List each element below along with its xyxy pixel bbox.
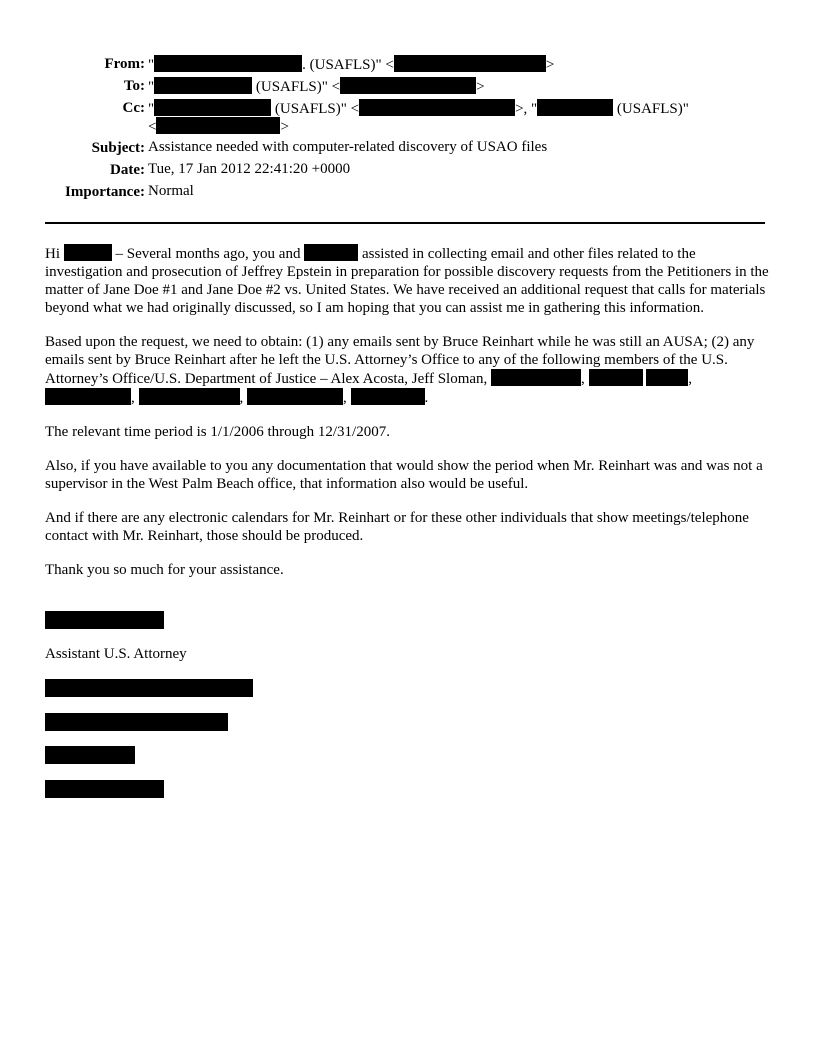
signature-line-redaction	[45, 780, 164, 800]
redaction	[247, 388, 343, 405]
redaction	[156, 117, 280, 134]
redaction	[45, 611, 164, 629]
from-mid-text: . (USAFLS)" <	[302, 57, 394, 73]
text: ,	[581, 371, 589, 387]
paragraph-thanks: Thank you so much for your assistance.	[45, 562, 284, 578]
redaction	[359, 99, 515, 116]
subject-value: Assistance needed with computer-related discovery of USAO files	[148, 139, 548, 155]
to-value	[148, 77, 485, 96]
redaction	[45, 388, 131, 405]
cc-end-text: >	[280, 119, 289, 135]
redaction	[139, 388, 240, 405]
redaction	[394, 55, 546, 72]
text: – Several months ago, you and	[111, 246, 305, 262]
from-value	[148, 55, 554, 74]
text: ,	[688, 371, 693, 387]
quote: "	[148, 79, 155, 95]
to-mid-text: (USAFLS)" <	[252, 79, 341, 95]
paragraph-time-period: The relevant time period is 1/1/2006 through 12/31/2007.	[45, 424, 390, 440]
cc-open-text: <	[148, 119, 157, 135]
email-body	[45, 244, 773, 595]
paragraph-intro	[45, 244, 773, 317]
text: assisted in collecting email and other files related to the investigation and prosecution of Jeffrey Epstein in preparation for possible discovery requests from the Petitioners in the matter of Jane Doe #1 and Jane Doe #2 vs. United States. We have received an additional request that calls for materials beyond what we had originally discussed, so I am hoping that you can assist me in gathering this information.	[45, 246, 769, 316]
cc-label: Cc:	[122, 100, 145, 116]
redaction	[154, 77, 252, 94]
text: Based upon the request, we need to obtain: (1) any emails sent by Bruce Reinhart while he was still an AUSA; (2) any emails sent by Bruce Reinhart after he left the U.S. Attorney’s Office to any of the following members of the U.S. Attorney’s Office/U.S. Department of Justice – Alex Acosta, Jeff Sloman,	[45, 334, 755, 387]
cc-mid-text: (USAFLS)" <	[271, 101, 360, 117]
redaction	[646, 369, 688, 386]
redaction	[304, 244, 358, 261]
redaction	[491, 369, 581, 386]
text: ,	[343, 390, 351, 406]
paragraph-documentation: Also, if you have available to you any documentation that would show the period when Mr. Reinhart was and was not a supervisor in the West Palm Beach office, that information also would be useful.	[45, 458, 763, 492]
signature-line-redaction	[45, 746, 135, 766]
redaction	[351, 388, 425, 405]
cc-mid-text: (USAFLS)"	[613, 101, 689, 117]
date-label: Date:	[110, 162, 145, 178]
paragraph-calendars: And if there are any electronic calendars for Mr. Reinhart or for these other individuals that show meetings/telephone contact with Mr. Reinhart, those should be produced.	[45, 510, 749, 544]
header-divider	[45, 222, 765, 224]
text: .	[424, 390, 429, 406]
paragraph-request	[45, 333, 773, 407]
quote: "	[148, 101, 155, 117]
signature-title: Assistant U.S. Attorney	[45, 646, 187, 662]
redaction	[45, 780, 164, 798]
signature-line-redaction	[45, 713, 228, 733]
signature-name-redaction	[45, 611, 164, 631]
subject-label: Subject:	[91, 140, 145, 156]
to-label: To:	[123, 78, 145, 94]
redaction	[154, 99, 271, 116]
redaction	[340, 77, 476, 94]
cc-value	[148, 99, 689, 118]
date-value: Tue, 17 Jan 2012 22:41:20 +0000	[148, 161, 351, 177]
cc-mid-text: >, "	[515, 101, 538, 117]
importance-value: Normal	[148, 183, 194, 199]
redaction	[45, 713, 228, 731]
to-end-text: >	[476, 79, 485, 95]
redaction	[154, 55, 302, 72]
redaction	[45, 746, 135, 764]
text: ,	[239, 390, 247, 406]
from-label: From:	[104, 56, 145, 72]
text: ,	[131, 390, 139, 406]
quote: "	[148, 57, 155, 73]
redaction	[589, 369, 643, 386]
redaction	[45, 679, 253, 697]
redaction	[64, 244, 112, 261]
text: Hi	[45, 246, 64, 262]
importance-label: Importance:	[65, 184, 145, 200]
cc-value-line2	[148, 117, 289, 136]
signature-line-redaction	[45, 679, 253, 699]
from-end-text: >	[545, 57, 555, 73]
redaction	[537, 99, 613, 116]
